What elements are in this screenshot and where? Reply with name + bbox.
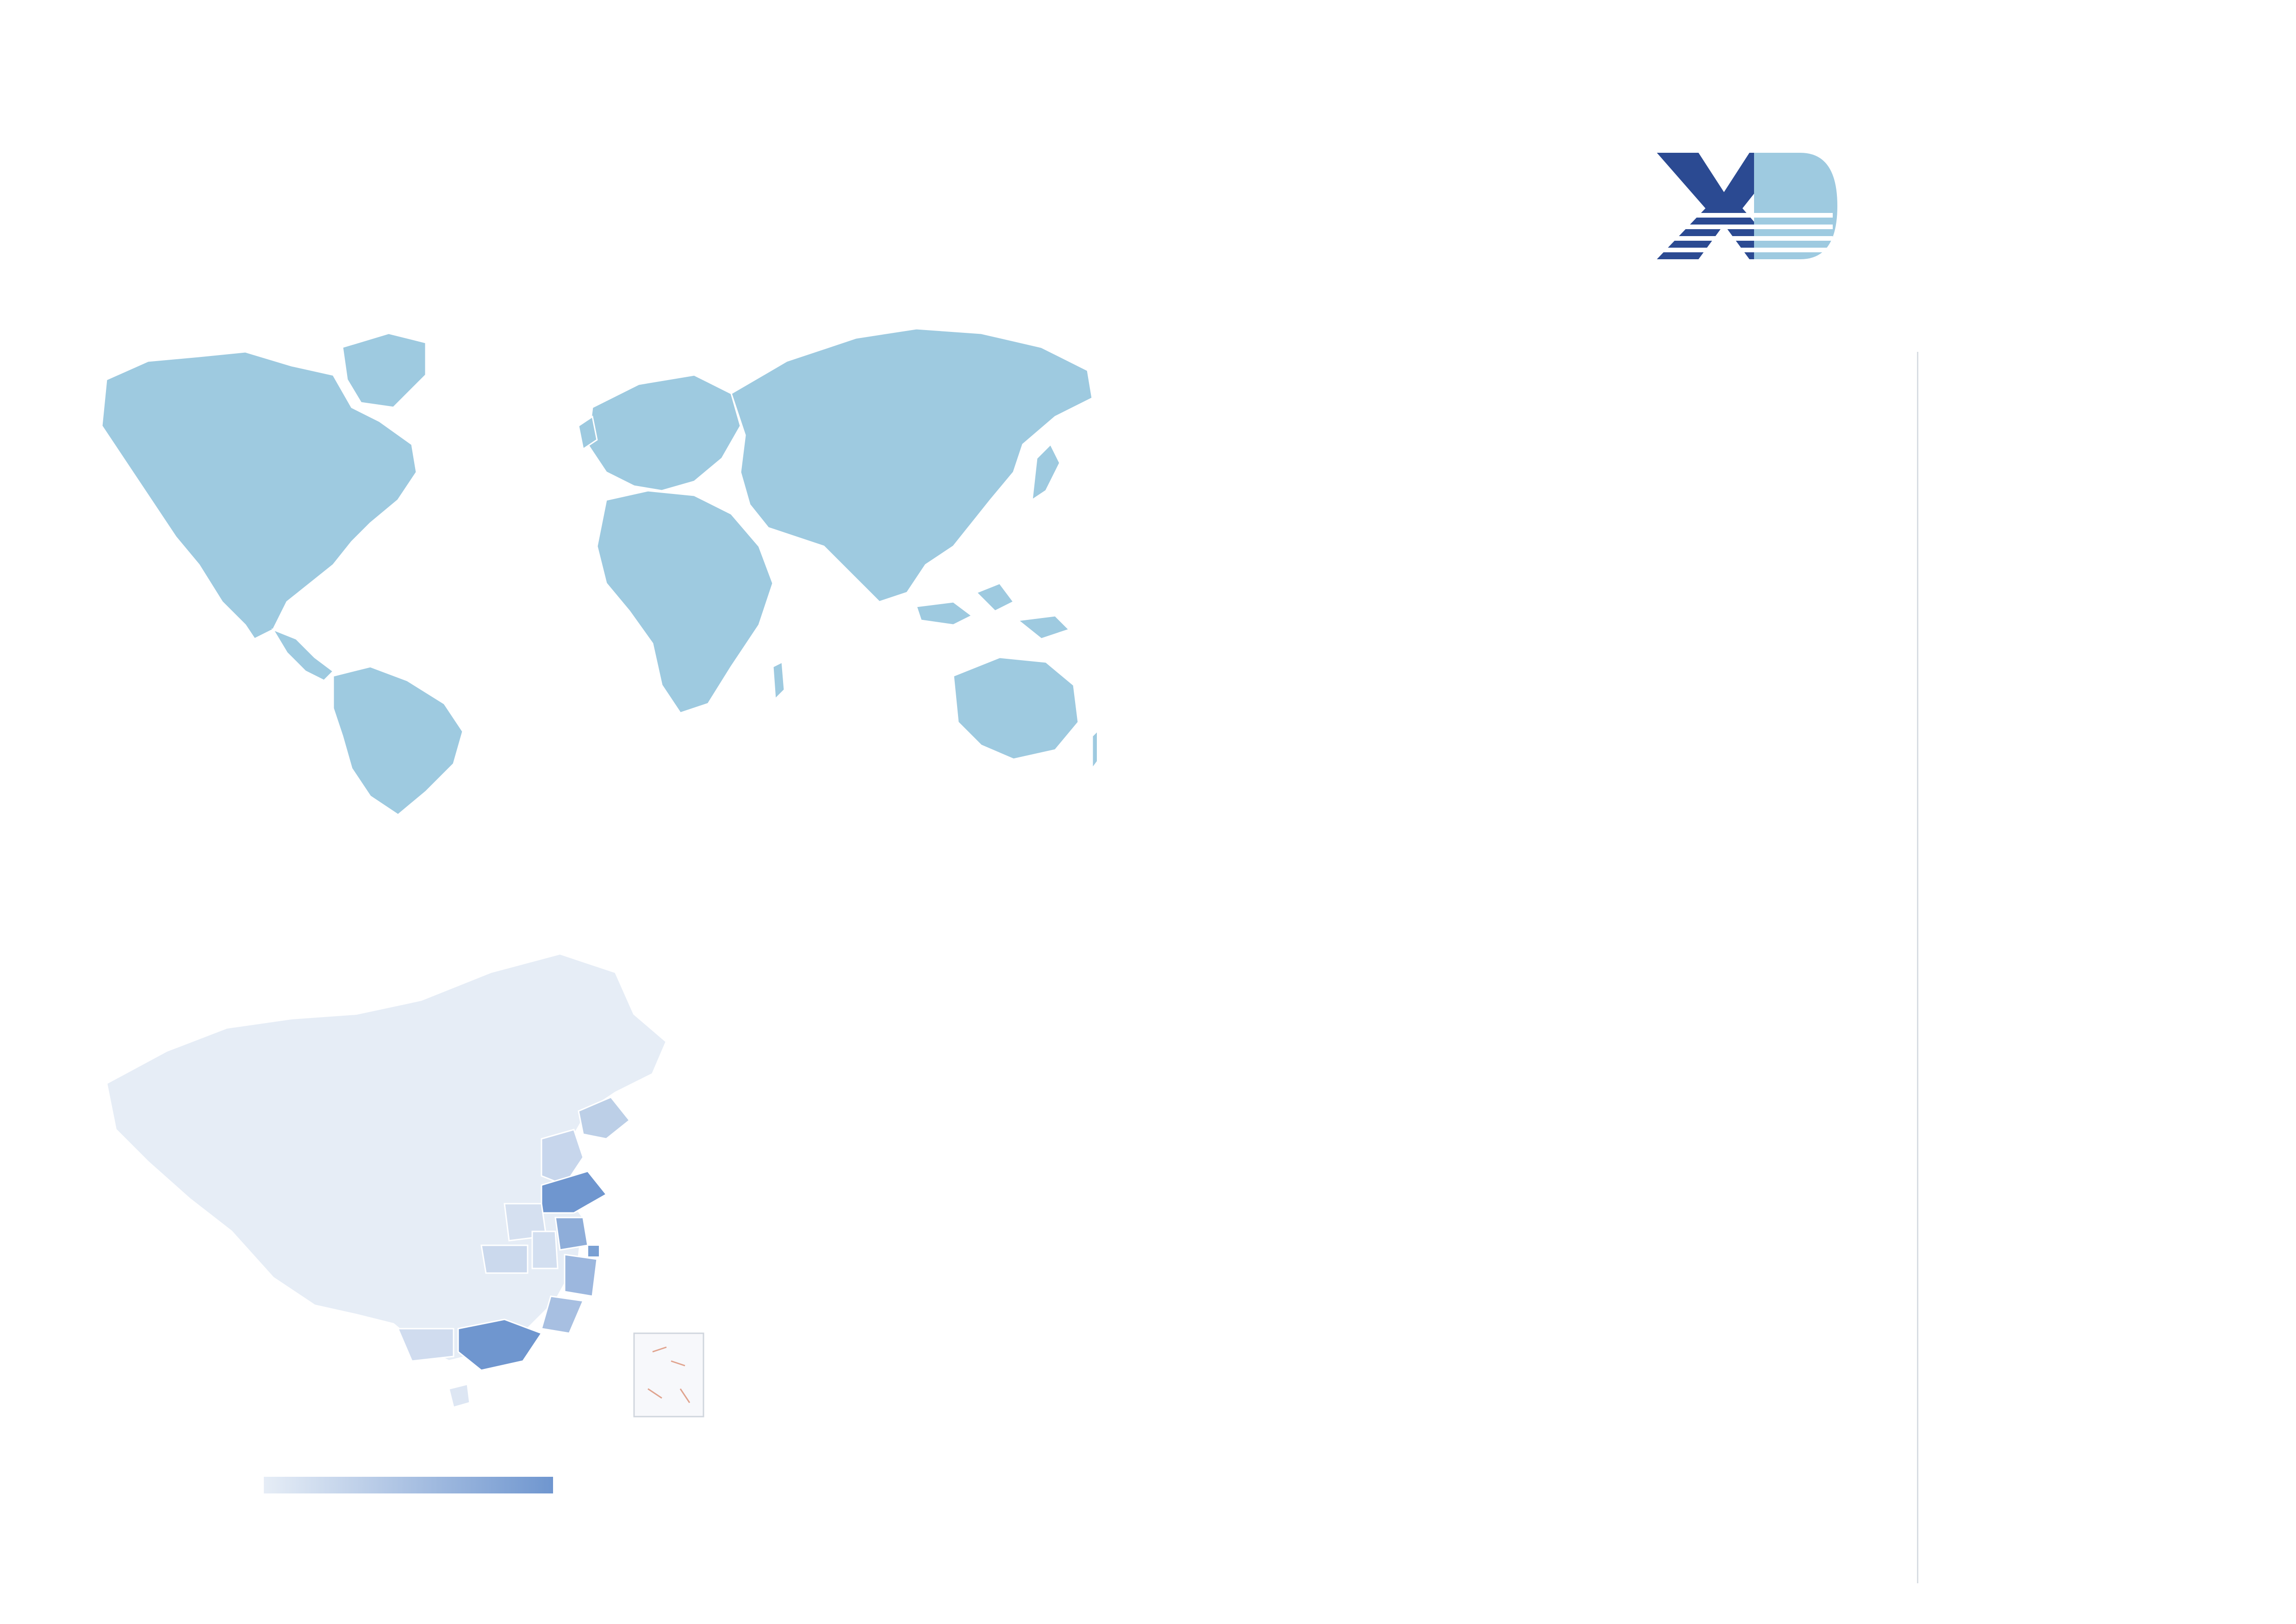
color-scale-bar bbox=[264, 1477, 553, 1493]
china-map bbox=[97, 944, 722, 1430]
xinde-logo bbox=[1648, 148, 2231, 282]
xd-logo-icon bbox=[1648, 148, 1842, 259]
column-divider bbox=[1917, 352, 1918, 1583]
world-map bbox=[93, 306, 1097, 819]
china-map-icon bbox=[97, 944, 722, 1430]
world-map-icon bbox=[93, 306, 1097, 819]
